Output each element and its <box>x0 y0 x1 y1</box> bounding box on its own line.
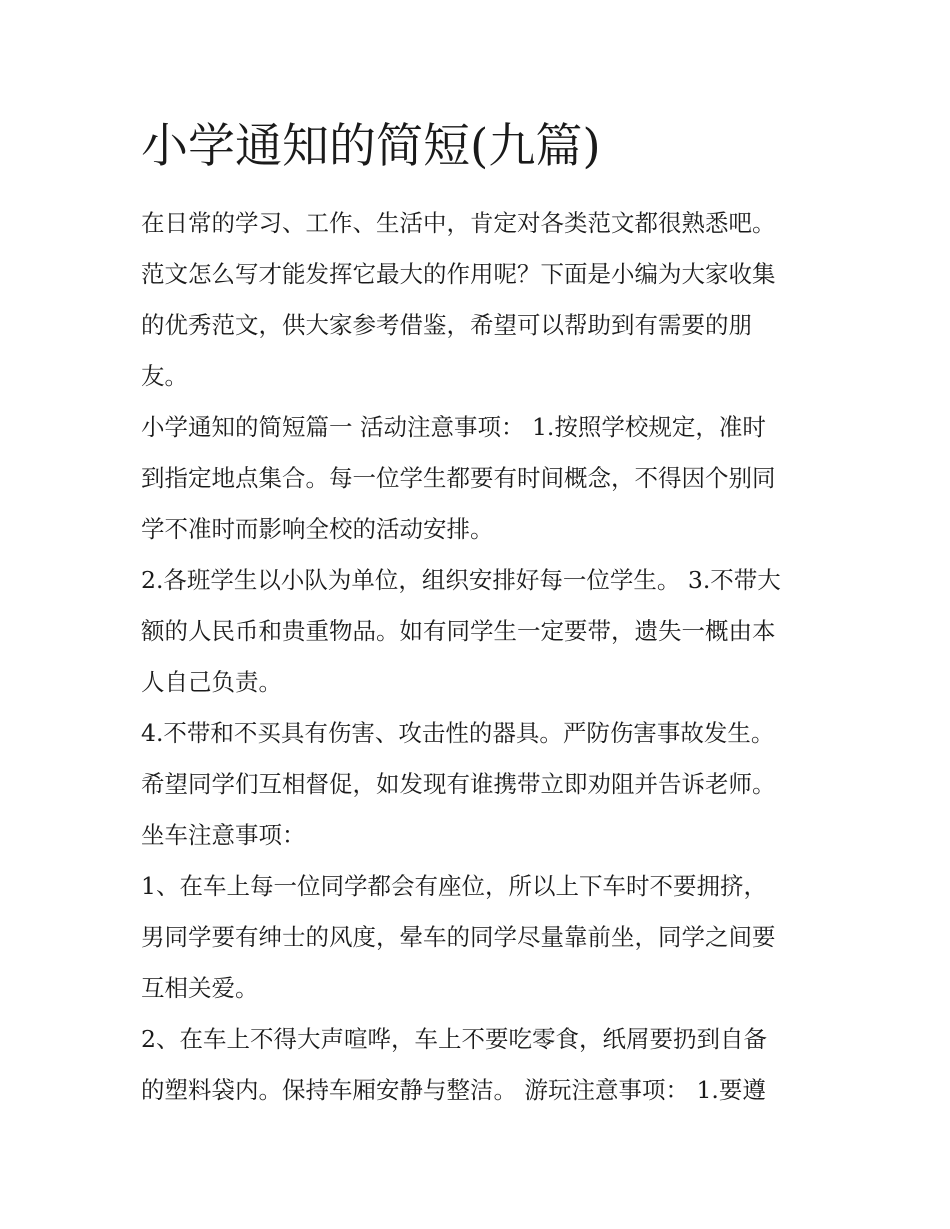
document-page <box>141 112 821 1116</box>
paragraph-bus-1: 1、在车上每一位同学都会有座位，所以上下车时不要拥挤， 男同学要有绅士的风度，晕车的同学尽量靠前坐，同学之间要 互相关爱。 <box>141 872 776 1002</box>
paragraph-bus-2: 2、在车上不得大声喧哗，车上不要吃零食，纸屑要扔到自备 的塑料袋内。保持车厢安静与整洁。 游玩注意事项： 1.要遵 <box>141 1025 767 1104</box>
paragraph-items-2-3: 2.各班学生以小队为单位，组织安排好每一位学生。 3.不带大 额的人民币和贵重物品。如有同学生一定要带，遗失一概由本 人自己负责。 <box>141 566 781 696</box>
paragraph-intro: 在日常的学习、工作、生活中，肯定对各类范文都很熟悉吧。 范文怎么写才能发挥它最大的作用呢？下面是小编为大家收集 的优秀范文，供大家参考借鉴，希望可以帮助到有需要的朋 友。 <box>141 209 776 390</box>
paragraph-item-4: 4.不带和不买具有伤害、攻击性的器具。严防伤害事故发生。 希望同学们互相督促，如发现有谁携带立即劝阻并告诉老师。 坐车注意事项： <box>141 719 776 849</box>
document-title: 小学通知的简短(九篇) <box>141 119 601 174</box>
paragraph-activity-notes: 小学通知的简短篇一 活动注意事项： 1.按照学校规定，准时 到指定地点集合。每一位学生都要有时间概念，不得因个别同 学不准时而影响全校的活动安排。 <box>141 413 776 543</box>
